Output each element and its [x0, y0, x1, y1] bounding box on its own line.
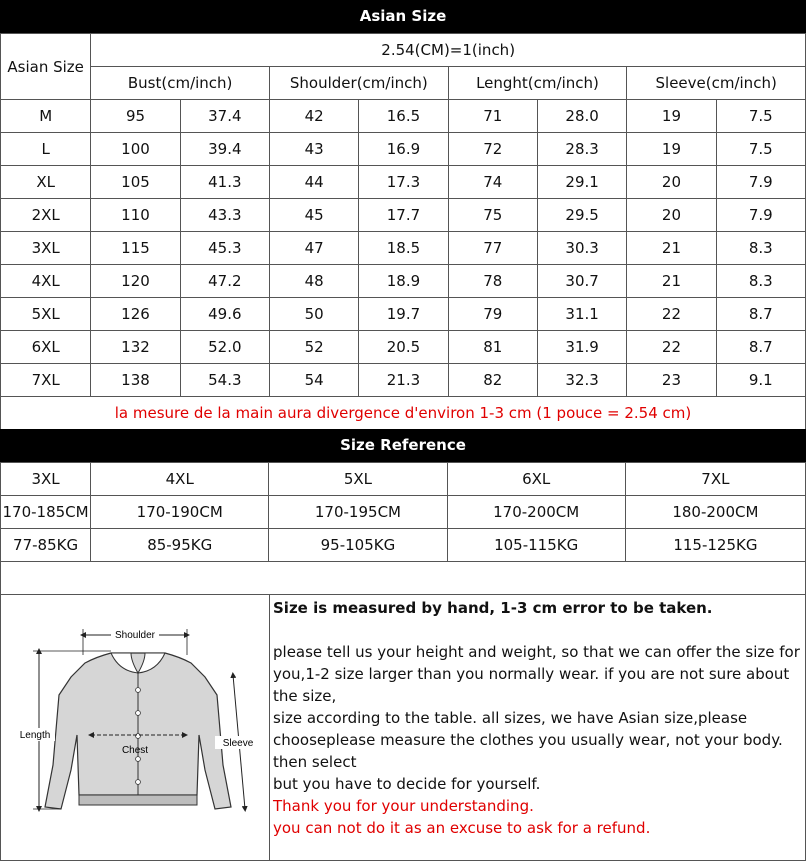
info-red-line-2: you can not do it as an excuse to ask for a refund.: [273, 819, 651, 837]
measurement-cell: 21: [627, 232, 716, 265]
measurement-cell: 43: [269, 133, 358, 166]
measurement-cell: 31.9: [537, 331, 626, 364]
reference-weight-cell: 77-85KG: [1, 529, 91, 562]
measurement-cell: 47.2: [180, 265, 269, 298]
measurement-cell: 52.0: [180, 331, 269, 364]
measurement-cell: 74: [448, 166, 537, 199]
reference-weight-cell: 95-105KG: [269, 529, 447, 562]
table-row: [1, 232, 806, 265]
measurement-cell: 17.7: [359, 199, 448, 232]
measurement-cell: 120: [91, 265, 180, 298]
measurement-cell: 18.5: [359, 232, 448, 265]
measurement-cell: 18.9: [359, 265, 448, 298]
measurement-cell: 28.0: [537, 100, 626, 133]
size-cell: M: [1, 100, 91, 133]
measurement-cell: 19: [627, 133, 716, 166]
measurement-cell: 79: [448, 298, 537, 331]
measurement-cell: 8.3: [716, 265, 805, 298]
measurement-cell: 8.7: [716, 298, 805, 331]
measurement-cell: 30.3: [537, 232, 626, 265]
measurement-cell: 126: [91, 298, 180, 331]
info-section: [0, 594, 806, 861]
measurement-cell: 75: [448, 199, 537, 232]
info-line-1: please tell us your height and weight, so that we can offer the size for you,1-2 size larger than you normally wear. if you are not sure about the size,: [273, 643, 800, 705]
asian-size-table: [0, 33, 806, 430]
size-reference-title: Size Reference: [0, 429, 806, 462]
bust-header: Bust(cm/inch): [91, 67, 270, 100]
size-cell: 3XL: [1, 232, 91, 265]
measurement-cell: 100: [91, 133, 180, 166]
measurement-cell: 29.5: [537, 199, 626, 232]
table-row: [1, 265, 806, 298]
measurement-cell: 41.3: [180, 166, 269, 199]
sleeve-header: Sleeve(cm/inch): [627, 67, 806, 100]
table-row: [1, 364, 806, 397]
measurement-cell: 19: [627, 100, 716, 133]
table-row: [1, 298, 806, 331]
measurement-cell: 7.9: [716, 199, 805, 232]
shoulder-label: Shoulder: [114, 630, 156, 641]
measurement-cell: 50: [269, 298, 358, 331]
measurement-cell: 138: [91, 364, 180, 397]
measurement-cell: 31.1: [537, 298, 626, 331]
reference-height-cell: 170-185CM: [1, 496, 91, 529]
measurement-cell: 115: [91, 232, 180, 265]
measurement-cell: 22: [627, 331, 716, 364]
measurement-cell: 32.3: [537, 364, 626, 397]
note-row: [1, 397, 806, 430]
measurement-cell: 45.3: [180, 232, 269, 265]
table-row: [1, 199, 806, 232]
measurement-cell: 8.3: [716, 232, 805, 265]
reference-height-cell: 170-200CM: [447, 496, 625, 529]
size-cell: 6XL: [1, 331, 91, 364]
measurement-cell: 47: [269, 232, 358, 265]
measurement-cell: 8.7: [716, 331, 805, 364]
table-row: [1, 463, 806, 496]
length-header: Lenght(cm/inch): [448, 67, 627, 100]
measurement-cell: 21: [627, 265, 716, 298]
conversion-header: 2.54(CM)=1(inch): [91, 34, 806, 67]
measurement-cell: 49.6: [180, 298, 269, 331]
info-line-3: but you have to decide for yourself.: [273, 775, 541, 793]
size-cell: 2XL: [1, 199, 91, 232]
measurement-cell: 7.5: [716, 133, 805, 166]
measurement-cell: 78: [448, 265, 537, 298]
measurement-cell: 20: [627, 166, 716, 199]
measurement-cell: 23: [627, 364, 716, 397]
size-cell: 5XL: [1, 298, 91, 331]
shirt-diagram: [1, 595, 270, 860]
blank-row: [0, 561, 806, 595]
measurement-cell: 82: [448, 364, 537, 397]
measurement-cell: 110: [91, 199, 180, 232]
reference-size-cell: 3XL: [1, 463, 91, 496]
reference-weight-cell: 105-115KG: [447, 529, 625, 562]
shoulder-header: Shoulder(cm/inch): [269, 67, 448, 100]
reference-height-cell: 180-200CM: [625, 496, 805, 529]
table-row: [1, 100, 806, 133]
measurement-cell: 16.9: [359, 133, 448, 166]
measurement-cell: 54: [269, 364, 358, 397]
reference-height-cell: 170-190CM: [91, 496, 269, 529]
measurement-cell: 77: [448, 232, 537, 265]
measurement-cell: 42: [269, 100, 358, 133]
reference-size-cell: 7XL: [625, 463, 805, 496]
table-row: [1, 529, 806, 562]
measurement-cell: 54.3: [180, 364, 269, 397]
measurement-cell: 20: [627, 199, 716, 232]
measurement-cell: 19.7: [359, 298, 448, 331]
asian-size-header: Asian Size: [1, 34, 91, 100]
size-cell: XL: [1, 166, 91, 199]
reference-size-cell: 4XL: [91, 463, 269, 496]
reference-size-cell: 6XL: [447, 463, 625, 496]
info-line-2: size according to the table. all sizes, we have Asian size,please chooseplease measure the clothes you usually wear, not your body. then select: [273, 709, 783, 771]
shirt-hem: [79, 795, 197, 805]
measurement-cell: 72: [448, 133, 537, 166]
measurement-cell: 48: [269, 265, 358, 298]
info-red-line-1: Thank you for your understanding.: [273, 797, 534, 815]
size-cell: 4XL: [1, 265, 91, 298]
measurement-cell: 43.3: [180, 199, 269, 232]
measurement-cell: 44: [269, 166, 358, 199]
measurement-cell: 20.5: [359, 331, 448, 364]
sleeve-label: Sleeve: [222, 738, 254, 749]
info-heading: Size is measured by hand, 1-3 cm error to be taken.: [273, 599, 713, 617]
asian-size-title: Asian Size: [0, 0, 806, 33]
measurement-cell: 95: [91, 100, 180, 133]
size-reference-table: [0, 462, 806, 562]
measurement-cell: 105: [91, 166, 180, 199]
size-cell: L: [1, 133, 91, 166]
measurement-cell: 7.9: [716, 166, 805, 199]
reference-size-cell: 5XL: [269, 463, 447, 496]
measurement-cell: 21.3: [359, 364, 448, 397]
measurement-cell: 81: [448, 331, 537, 364]
measurement-cell: 45: [269, 199, 358, 232]
measurement-note: la mesure de la main aura divergence d'environ 1-3 cm (1 pouce = 2.54 cm): [1, 397, 806, 430]
measurement-cell: 7.5: [716, 100, 805, 133]
reference-height-cell: 170-195CM: [269, 496, 447, 529]
table-row: [1, 331, 806, 364]
measurement-cell: 71: [448, 100, 537, 133]
chest-label: Chest: [121, 745, 149, 756]
size-cell: 7XL: [1, 364, 91, 397]
shirt-measurement-figure: [1, 595, 269, 860]
measurement-cell: 9.1: [716, 364, 805, 397]
reference-weight-cell: 115-125KG: [625, 529, 805, 562]
table-row: [1, 133, 806, 166]
measurement-cell: 29.1: [537, 166, 626, 199]
measurement-cell: 22: [627, 298, 716, 331]
measurement-cell: 132: [91, 331, 180, 364]
table-row: [1, 496, 806, 529]
measurement-cell: 39.4: [180, 133, 269, 166]
length-label: Length: [19, 730, 51, 741]
reference-weight-cell: 85-95KG: [91, 529, 269, 562]
info-text: [273, 597, 803, 839]
measurement-cell: 28.3: [537, 133, 626, 166]
table-row: [1, 166, 806, 199]
measurement-cell: 16.5: [359, 100, 448, 133]
measurement-cell: 30.7: [537, 265, 626, 298]
measurement-cell: 17.3: [359, 166, 448, 199]
measurement-cell: 37.4: [180, 100, 269, 133]
measurement-cell: 52: [269, 331, 358, 364]
